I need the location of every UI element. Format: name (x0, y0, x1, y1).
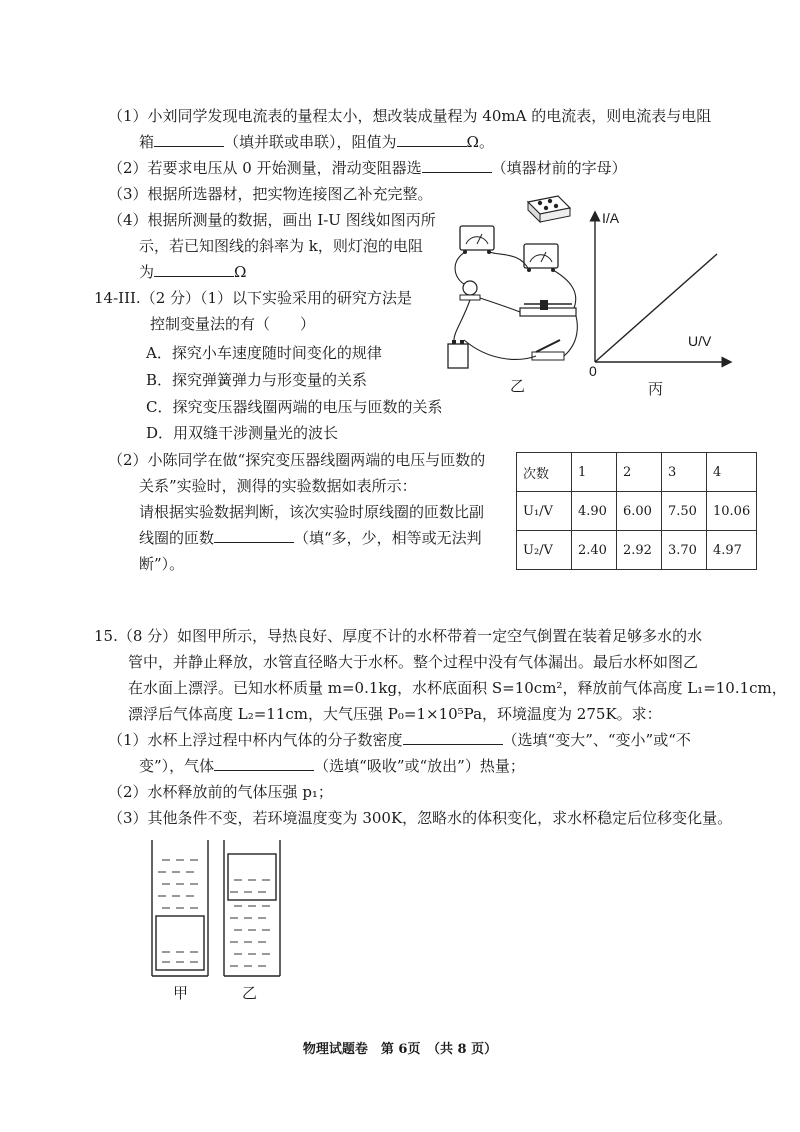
table-cell: 4.97 (707, 531, 757, 570)
q15-blank-density[interactable] (403, 730, 503, 745)
table-cell: U₁/V (517, 492, 572, 531)
table-cell: 10.06 (707, 492, 757, 531)
q15-line2: 管中，并静止释放，水管直径略大于水杯。整个过程中没有气体漏出。最后水杯如图乙 (128, 653, 699, 671)
q13-part4-line3 (139, 260, 246, 284)
iu-graph (585, 212, 735, 372)
rheostat-icon (520, 300, 576, 316)
page-footer: 物理试题卷 第 6页 （共 8 页） (302, 1042, 498, 1057)
water-tube-figures (140, 840, 320, 980)
q14-part2-text-b: （填“多，少，相等或无法判 (294, 529, 482, 547)
q14-part2-text-a: 线圈的匝数 (139, 529, 215, 547)
table-cell: 1 (572, 453, 617, 492)
q15-sub1-text-c: 变”），气体 (139, 757, 215, 775)
y-axis-label: I/A (602, 210, 620, 226)
q14-part2-line2: 关系”实验时，测得的实验数据如表所示： (139, 477, 417, 495)
q15-sub1-line1 (108, 728, 691, 752)
q13-part3-line: （3）根据所选器材，把实物连接图乙补充完整。 (108, 185, 433, 203)
q13-part1-text-a: 箱 (139, 133, 155, 151)
q14-option-a[interactable]: A．探究小车速度随时间变化的规律 (146, 344, 382, 362)
q15-sub1-line2 (139, 754, 525, 778)
q15-sub1-text-b: （选填“变大”、“变小”或“不 (502, 731, 691, 749)
q15-sub3-line: （3）其他条件不变，若环境温度变为 300K，忽略水的体积变化，求水杯稳定后位移变化量。 (108, 809, 733, 827)
tube-jia (152, 840, 208, 976)
figure-yi2-label: 乙 (242, 984, 258, 1002)
table-header-row (517, 453, 757, 492)
q13-part4-text: 为 (139, 263, 155, 281)
q15-blank-heat[interactable] (214, 756, 314, 771)
figure-jia-label: 甲 (173, 984, 189, 1002)
q13-part1-line1: （1）小刘同学发现电流表的量程太小，想改装成量程为 40mA 的电流表，则电流表与电阻 (108, 107, 712, 125)
q13-part2-text-a: （2）若要求电压从 0 开始测量，滑动变阻器选 (108, 159, 422, 177)
q13-blank-resistance[interactable] (397, 132, 467, 147)
battery-icon (448, 340, 468, 368)
q13-part2-text-b: （填器材前的字母） (491, 159, 627, 177)
q14-part2-line1: （2）小陈同学在做“探究变压器线圈两端的电压与匝数的 (108, 451, 486, 469)
q13-part1-line2 (139, 130, 494, 154)
table-cell: 7.50 (662, 492, 707, 531)
figure-bing-label: 丙 (648, 380, 664, 398)
q15-line3: 在水面上漂浮。已知水杯质量 m=0.1kg，水杯底面积 S=10cm²，释放前气体高度 L₁=10.1cm， (128, 679, 787, 697)
floating-cup-yi (228, 854, 276, 900)
origin-label: 0 (589, 363, 597, 379)
circuit-diagram (440, 192, 600, 392)
q13-blank-bulb-resistance[interactable] (154, 262, 234, 277)
q14-part2-line3: 请根据实验数据判断，该次实验时原线圈的匝数比副 (139, 503, 485, 521)
table-cell: 3.70 (662, 531, 707, 570)
q14-part2-line5: 断”）。 (139, 555, 185, 573)
table-cell: 2 (617, 453, 662, 492)
tube-yi (224, 840, 280, 976)
q13-part2-line (108, 156, 627, 180)
table-cell: 次数 (517, 453, 572, 492)
q14-blank-turns[interactable] (214, 528, 294, 543)
q15-line4: 漂浮后气体高度 L₂=11cm，大气压强 P₀=1×10⁵Pa，环境温度为 275K。求： (128, 705, 662, 723)
x-axis-label: U/V (688, 333, 712, 349)
q15-sub1-text-a: （1）水杯上浮过程中杯内气体的分子数密度 (108, 731, 403, 749)
q15-sub1-text-d: （选填“吸收”或“放出”）热量； (314, 757, 525, 775)
resistance-box-icon (528, 196, 570, 222)
q13-part1-unit: Ω。 (466, 133, 494, 151)
table-cell: 3 (662, 453, 707, 492)
table-cell: 4 (707, 453, 757, 492)
table-cell: U₂/V (517, 531, 572, 570)
q14-heading-line2: 控制变量法的有（ ） (150, 315, 316, 333)
ammeter-icon (524, 244, 558, 272)
voltmeter-icon (460, 226, 494, 254)
q13-blank-connection[interactable] (154, 132, 224, 147)
table-row-u1 (517, 492, 757, 531)
q14-option-c[interactable]: C．探究变压器线圈两端的电压与匝数的关系 (146, 398, 443, 416)
table-cell: 2.92 (617, 531, 662, 570)
q14-heading-line1: 14-III.（2 分）（1）以下实验采用的研究方法是 (94, 289, 413, 307)
q14-option-d[interactable]: D．用双缝干涉测量光的波长 (146, 424, 339, 442)
q13-part4-unit: Ω (234, 263, 247, 281)
q15-line1: 15.（8 分）如图甲所示，导热良好、厚度不计的水杯带着一定空气倒置在装着足够多水的水 (94, 627, 703, 645)
figure-yi-label: 乙 (510, 377, 526, 395)
table-cell: 6.00 (617, 492, 662, 531)
switch-icon (532, 340, 564, 360)
transformer-data-table (516, 452, 757, 570)
table-row-u2 (517, 531, 757, 570)
q15-sub2-line: （2）水杯释放前的气体压强 p₁； (108, 783, 333, 801)
table-cell: 2.40 (572, 531, 617, 570)
q14-part2-line4 (139, 526, 482, 550)
q13-part4-line1: （4）根据所测量的数据，画出 I-U 图线如图丙所 (108, 211, 436, 229)
q13-blank-rheostat[interactable] (422, 158, 492, 173)
table-cell: 4.90 (572, 492, 617, 531)
q14-option-b[interactable]: B．探究弹簧弹力与形变量的关系 (146, 371, 368, 389)
q13-part1-text-b: （填并联或串联），阻值为 (224, 133, 397, 151)
q13-part4-line2: 示，若已知图线的斜率为 k，则灯泡的电阻 (139, 237, 423, 255)
